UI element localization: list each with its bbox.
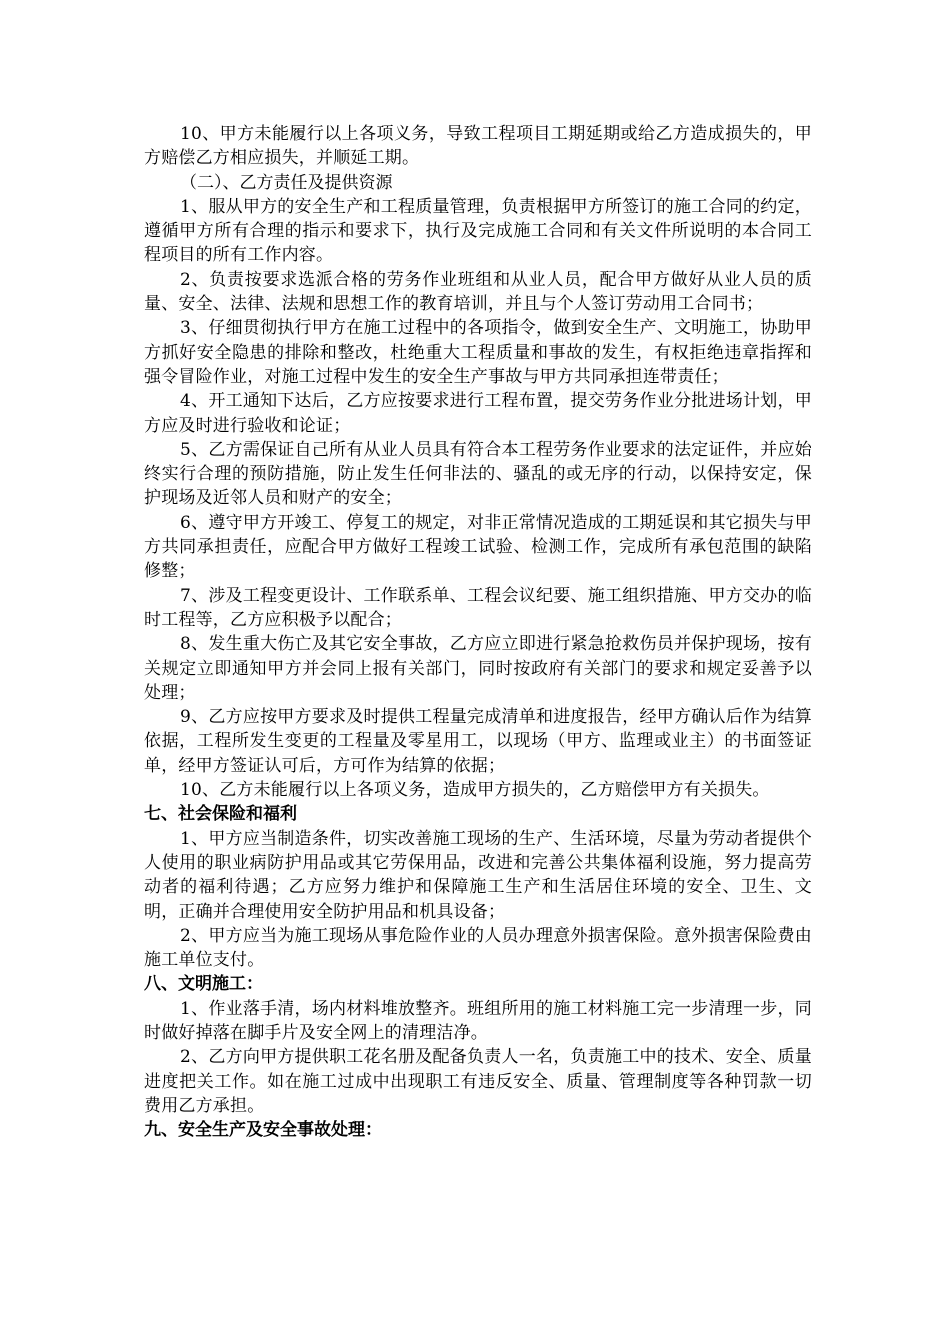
paragraph: 1、作业落手清，场内材料堆放整齐。班组所用的施工材料施工完一步清理一步，同时做好掉落在脚手片及安全网上的清理洁净。	[144, 998, 812, 1043]
paragraph: 2、乙方向甲方提供职工花名册及配备负责人一名，负责施工中的技术、安全、质量进度把关工作。如在施工过成中出现职工有违反安全、质量、管理制度等各种罚款一切费用乙方承担。	[144, 1047, 812, 1116]
section-heading: 七、社会保险和福利	[144, 804, 297, 825]
paragraph: 1、服从甲方的安全生产和工程质量管理，负责根据甲方所签订的施工合同的约定，遵循甲方所有合理的指示和要求下，执行及完成施工合同和有关文件所说明的本合同工程项目的所有工作内容。	[144, 196, 812, 266]
section-heading: 八、文明施工：	[144, 974, 263, 995]
paragraph: 4、开工通知下达后，乙方应按要求进行工程布置，提交劳务作业分批进场计划，甲方应及时进行验收和论证；	[144, 391, 812, 436]
paragraph: 2、甲方应当为施工现场从事危险作业的人员办理意外损害保险。意外损害保险费由施工单位支付。	[144, 925, 812, 971]
paragraph: 1、甲方应当制造条件，切实改善施工现场的生产、生活环境，尽量为劳动者提供个人使用的职业病防护用品或其它劳保用品，改进和完善公共集体福利设施，努力提高劳动者的福利待遇；乙方应努力维护和保障施工生产和生活居住环境的安全、卫生、文明，正确并合理使用安全防护用品和机具设备；	[144, 828, 812, 922]
paragraph: 7、涉及工程变更设计、工作联系单、工程会议纪要、施工组织措施、甲方交办的临时工程等，乙方应积极予以配合；	[144, 585, 812, 630]
section-subheading: （二）、乙方责任及提供资源	[180, 172, 393, 193]
paragraph: 10、乙方未能履行以上各项义务，造成甲方损失的，乙方赔偿甲方有关损失。	[180, 780, 770, 801]
paragraph: 6、遵守甲方开竣工、停复工的规定，对非正常情况造成的工期延误和其它损失与甲方共同承担责任，应配合甲方做好工程竣工试验、检测工作，完成所有承包范围的缺陷修整；	[144, 512, 812, 582]
document-body	[144, 122, 812, 1142]
paragraph: 2、负责按要求选派合格的劳务作业班组和从业人员，配合甲方做好从业人员的质量、安全、法律、法规和思想工作的教育培训，并且与个人签订劳动用工合同书；	[144, 269, 812, 315]
paragraph: 5、乙方需保证自己所有从业人员具有符合本工程劳务作业要求的法定证件，并应始终实行合理的预防措施，防止发生任何非法的、骚乱的或无序的行动，以保持安定，保护现场及近邻人员和财产的安全；	[144, 439, 812, 509]
paragraph: 9、乙方应按甲方要求及时提供工程量完成清单和进度报告，经甲方确认后作为结算依据，工程所发生变更的工程量及零星用工，以现场（甲方、监理或业主）的书面签证单，经甲方签证认可后，方可作为结算的依据；	[144, 707, 812, 776]
paragraph: 8、发生重大伤亡及其它安全事故，乙方应立即进行紧急抢救伤员并保护现场，按有关规定立即通知甲方并会同上报有关部门，同时按政府有关部门的要求和规定妥善予以处理；	[144, 634, 812, 703]
paragraph: 10、甲方未能履行以上各项义务，导致工程项目工期延期或给乙方造成损失的，甲方赔偿乙方相应损失，并顺延工期。	[144, 124, 812, 169]
section-heading: 九、安全生产及安全事故处理：	[144, 1120, 382, 1141]
paragraph: 3、仔细贯彻执行甲方在施工过程中的各项指令，做到安全生产、文明施工，协助甲方抓好安全隐患的排除和整改，杜绝重大工程质量和事故的发生，有权拒绝违章指挥和强令冒险作业，对施工过程中发生的安全生产事故与甲方共同承担连带责任；	[144, 318, 812, 387]
